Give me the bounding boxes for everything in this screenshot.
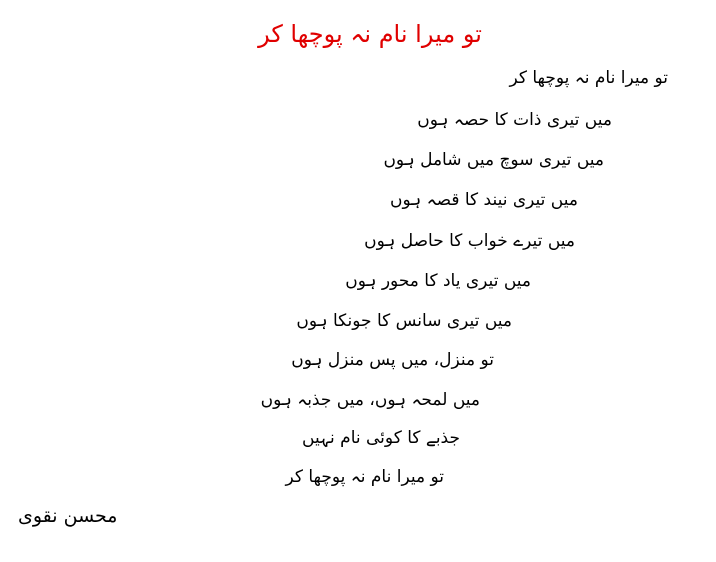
poem-title: تو میرا نام نہ پوچھا کر [258,20,482,48]
verse-line: تو میرا نام نہ پوچھا کر [285,467,444,487]
verse-line: میں تیری سانس کا جونکا ہوں [296,311,512,331]
poet-name: محسن نقوی [18,505,118,527]
verse-line: میں تیری نیند کا قصہ ہوں [390,190,578,210]
verse-line: میں لمحہ ہوں، میں جذبہ ہوں [260,390,480,410]
verse-line: تو منزل، میں پس منزل ہوں [291,350,494,370]
verse-line: میں تیری یاد کا محور ہوں [345,271,531,291]
verse-line: میں تیری سوچ میں شامل ہوں [383,150,604,170]
verse-line: تو میرا نام نہ پوچھا کر [509,68,668,88]
verse-line: میں تیری ذات کا حصہ ہوں [417,110,612,130]
verse-line: میں تیرے خواب کا حاصل ہوں [364,231,575,251]
verse-line: جذبے کا کوئی نام نہیں [302,428,460,448]
